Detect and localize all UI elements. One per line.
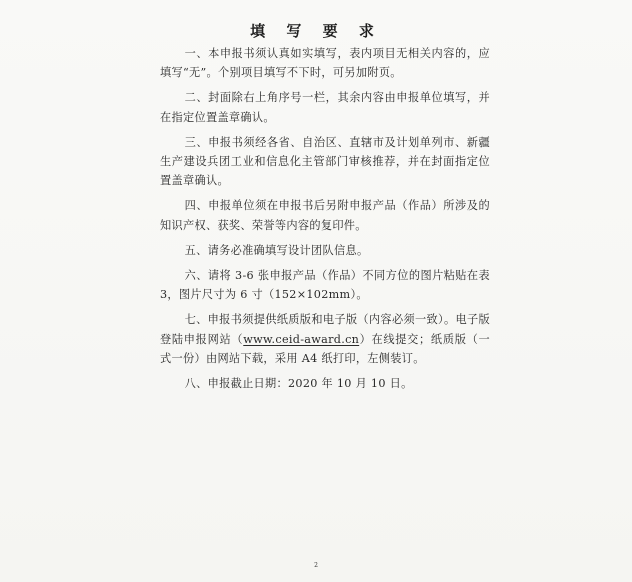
requirement-item-5: 五、请务必准确填写设计团队信息。	[184, 243, 369, 257]
requirement-item-7	[160, 310, 490, 368]
page-number: 2	[314, 562, 318, 569]
requirement-item-8: 八、申报截止日期：2020 年 10 月 10 日。	[184, 377, 413, 391]
requirement-item-6: 六、请将 3-6 张申报产品（作品）不同方位的图片粘贴在表 3，图片尺寸为 6 寸（152×102mm）。	[160, 269, 490, 302]
website-link[interactable]: www.ceid-award.cn	[243, 332, 360, 346]
requirement-item-3: 三、申报书须经各省、自治区、直辖市及计划单列市、新疆生产建设兵团工业和信息化主管部门审核推荐，并在封面指定位置盖章确认。	[160, 135, 490, 188]
requirements-list	[160, 44, 490, 399]
requirement-item-1: 一、本申报书须认真如实填写，表内项目无相关内容的，应填写“无”。个别项目填写不下时，可另加附页。	[160, 47, 490, 80]
requirement-item-7-text-before: 七、申报书须提供纸质版和电子版（内容必须一致）。电子版登陆申报网站（	[160, 313, 490, 346]
requirement-item-7-text-after: ）在线提交；纸质版（一式一份）由网站下载，采用 A4 纸打印，左侧装订。	[160, 332, 490, 365]
requirement-item-2: 二、封面除右上角序号一栏，其余内容由申报单位填写，并在指定位置盖章确认。	[160, 91, 490, 124]
page-title: 填 写 要 求	[250, 22, 382, 40]
requirement-item-4: 四、申报单位须在申报书后另附申报产品（作品）所涉及的知识产权、获奖、荣誉等内容的复印件。	[160, 199, 490, 232]
